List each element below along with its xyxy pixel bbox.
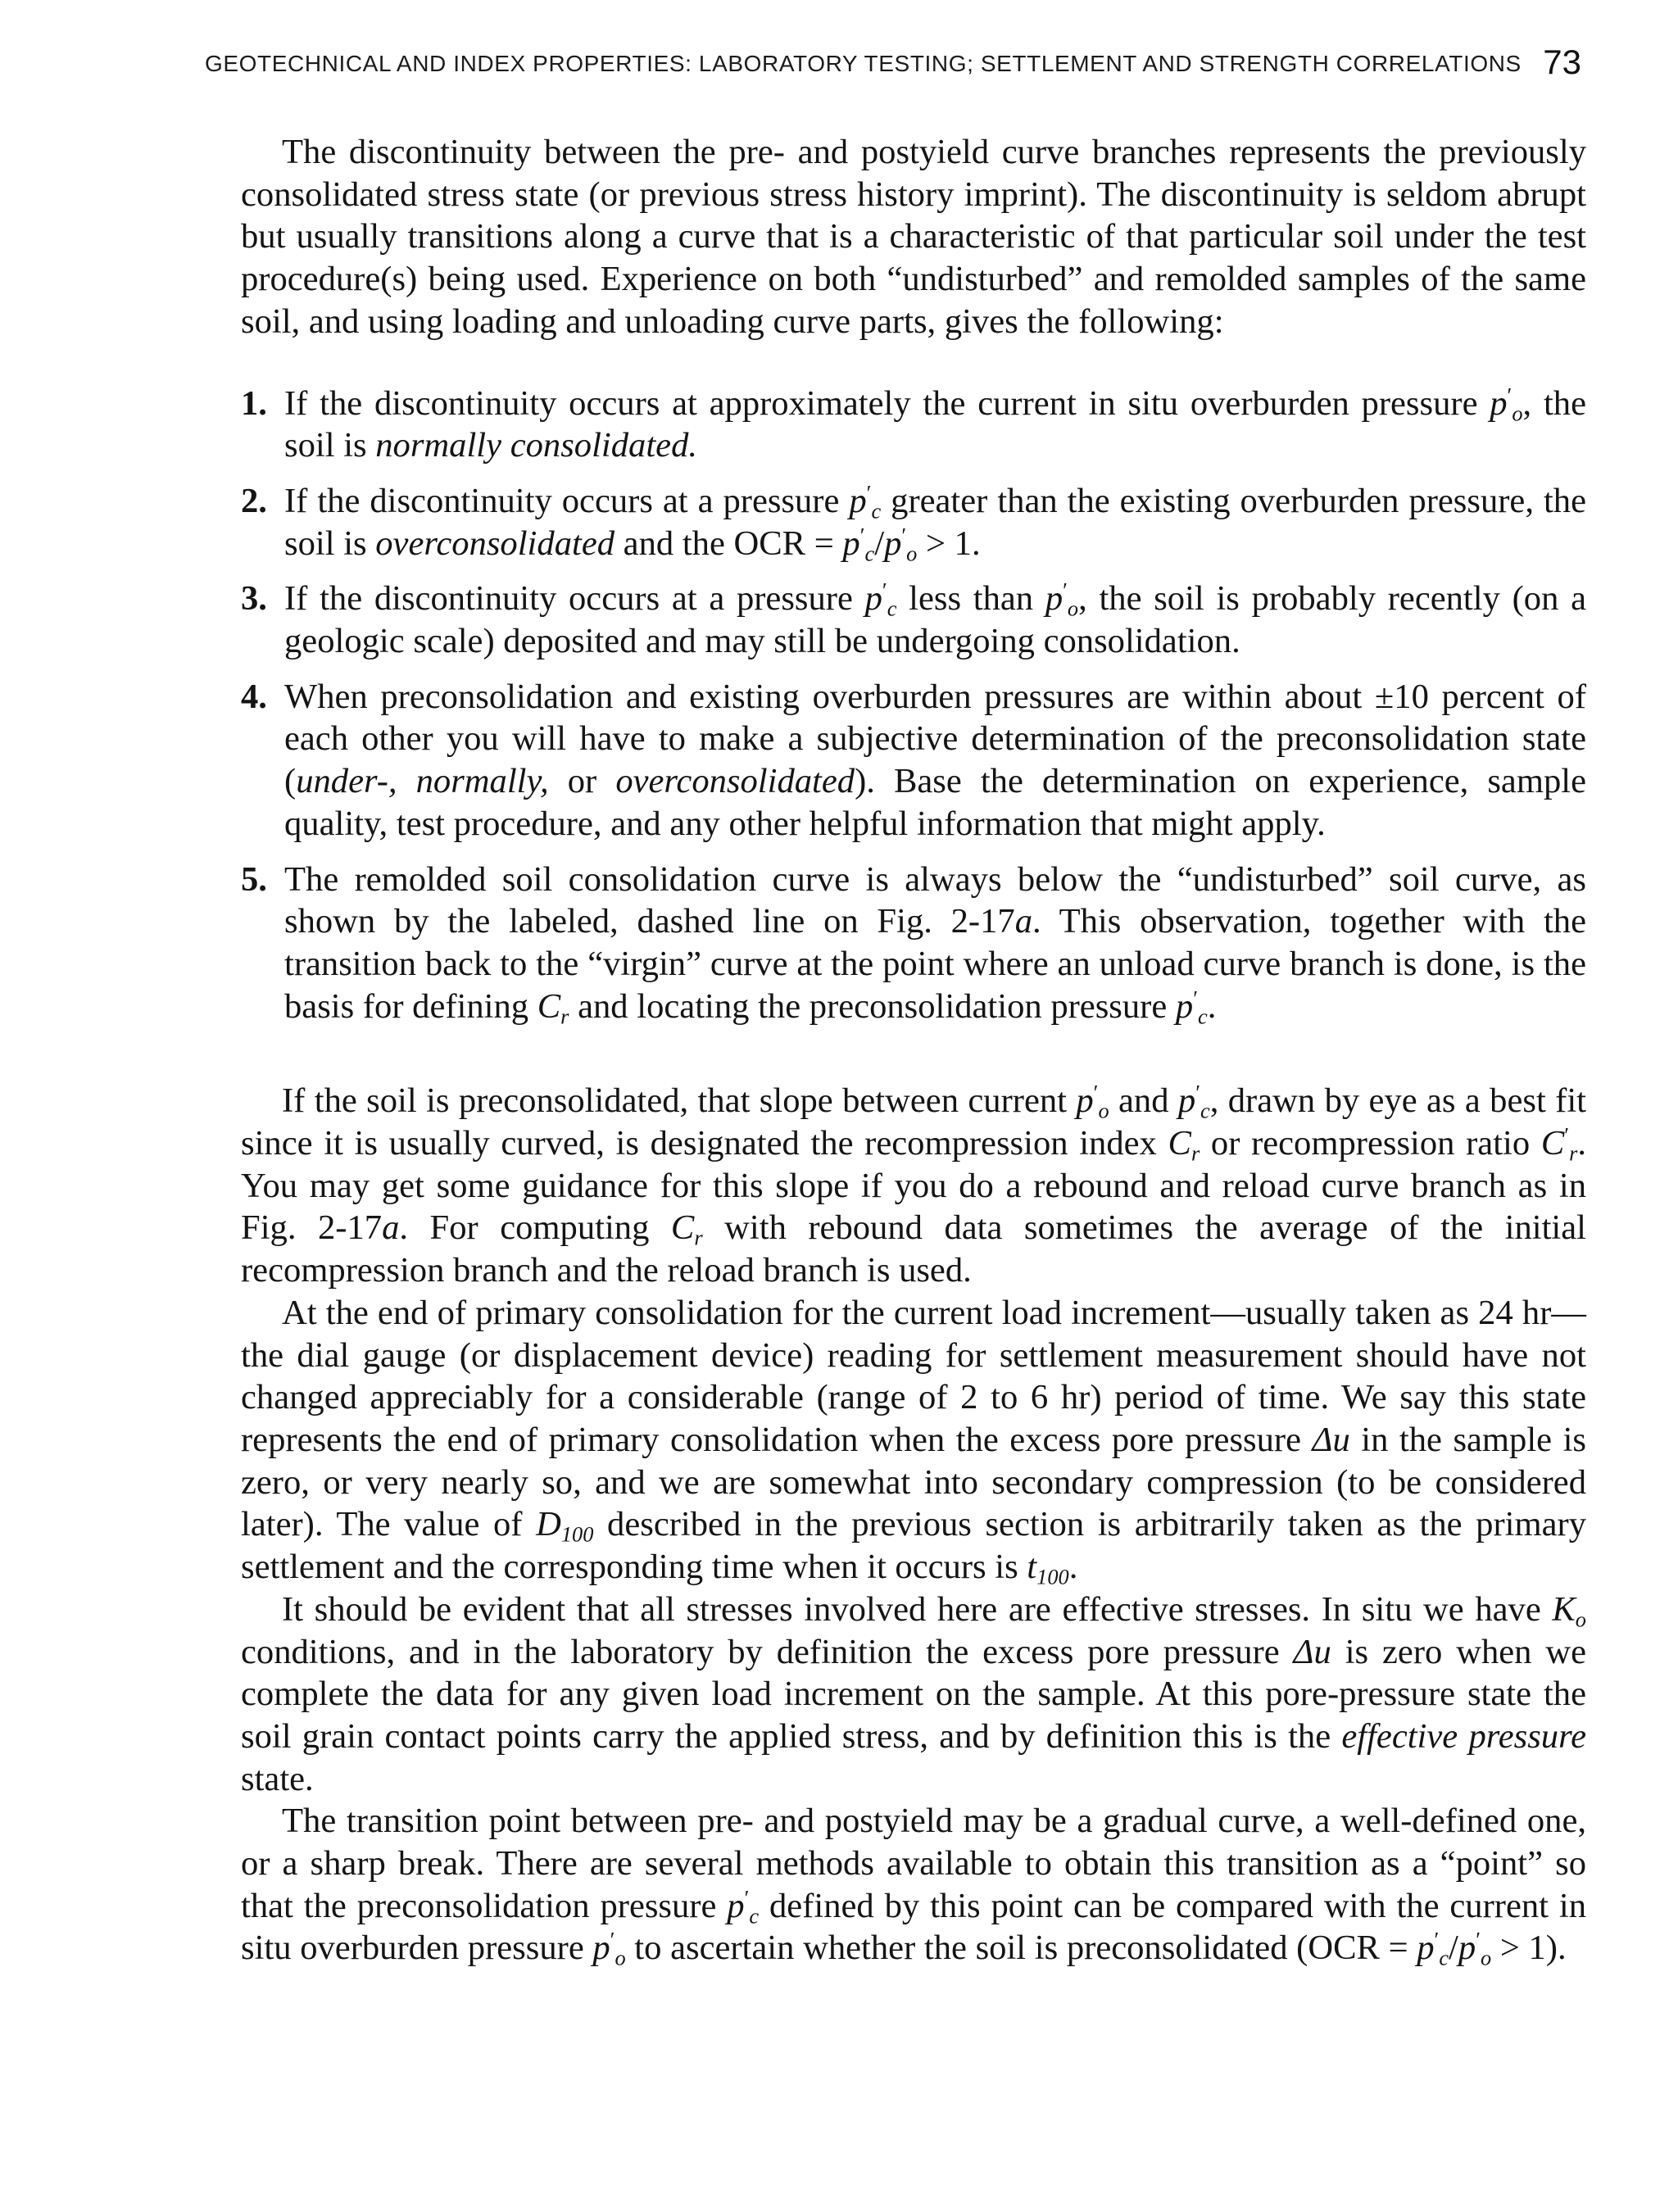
paragraph-3: At the end of primary consolidation for the current load increment—usually taken as 24 hr—the dial gauge (or displacement device) reading for settlement measurement should have not changed appreciably for a considerable (range of 2 to 6 hr) period of time. We say this state represents the end of primary consolidation when the excess pore pressure Δu in the sample is zero, or very nearly so, and we are somewhat into secondary compression (to be considered later). The value of $D_{100}$ described in the previous section is arbitrarily taken as the primary settlement and the corresponding time when it occurs is $t_{100}$. <box>241 1293 1586 1589</box>
list-number: 3. <box>241 579 267 619</box>
paragraph-5: The transition point between pre- and postyield may be a gradual curve, a well-defined one, or a sharp break. There are several methods available to obtain this transition as a “point” so that the preconsolidation pressure $p'_c$ defined by this point can be compared with the current in situ overburden pressure $p'_o$ to ascertain whether the soil is preconsolidated $(OCR = p'_c/p'_o > 1)$. <box>241 1802 1587 1970</box>
list-number: 4. <box>241 677 267 716</box>
list-number: 2. <box>241 481 267 520</box>
numbered-list <box>241 383 1586 1028</box>
page-number: 73 <box>1543 43 1581 81</box>
paragraph-2: If the soil is preconsolidated, that slope between current $p'_o$ and $p'_c$, drawn by eye as a best fit since it is usually curved, is designated the recompression index $C_r$ or recompression ratio $C'_r$. You may get some guidance for this slope if you do a rebound and reload curve branch as in Fig. 2-17a. For computing $C_r$ with rebound data sometimes the average of the initial recompression branch and the reload branch is used. <box>241 1080 1587 1290</box>
list-item-4: 4. When preconsolidation and existing overburden pressures are within about ±10 percent of each other you will have to make a subjective determination of the preconsolidation state (under-, normally, or overconsolidated). Base the determination on experience, sample quality, test procedure, and any other helpful information that might apply. <box>241 677 1586 843</box>
list-item-5: 5. The remolded soil consolidation curve is always below the “undisturbed” soil curve, as shown by the labeled, dashed line on Fig. 2-17a. This observation, together with the transition back to the “virgin” curve at the point where an unload curve branch is done, is the basis for defining $C_r$ and locating the preconsolidation pressure $p'_c$. <box>241 859 1586 1029</box>
body-text <box>241 131 1586 1969</box>
list-item-3: 3. If the discontinuity occurs at a pressure $p'_c$ less than $p'_o$, the soil is probably recently (on a geologic scale) deposited and may still be undergoing consolidation. <box>241 578 1587 661</box>
list-item-1: 1. If the discontinuity occurs at approximately the current in situ overburden pressure $p'_o$, the soil is normally consolidated. <box>241 383 1586 465</box>
paragraph-4: It should be evident that all stresses involved here are effective stresses. In situ we have $K_o$ conditions, and in the laboratory by definition the excess pore pressure Δu is zero when we complete the data for any given load increment on the sample. At this pore-pressure state the soil grain contact points carry the applied stress, and by definition this is the effective pressure state. <box>241 1589 1586 1798</box>
paragraph-1: The discontinuity between the pre- and postyield curve branches represents the previously consolidated stress state (or previous stress history imprint). The discontinuity is seldom abrupt but usually transitions along a curve that is a characteristic of that particular soil under the test procedure(s) being used. Experience on both “undisturbed” and remolded samples of the same soil, and using loading and unloading curve parts, gives the following: <box>241 133 1586 341</box>
running-head: GEOTECHNICAL AND INDEX PROPERTIES: LABORATORY TESTING; SETTLEMENT AND STRENGTH CORRELATIONS <box>205 51 1522 76</box>
list-number: 5. <box>241 859 267 899</box>
list-item-2: 2. If the discontinuity occurs at a pressure $p'_c$ greater than the existing overburden pressure, the soil is overconsolidated and the OCR = $p'_c/p'_o > 1$. <box>241 480 1586 566</box>
list-number: 1. <box>241 383 267 423</box>
